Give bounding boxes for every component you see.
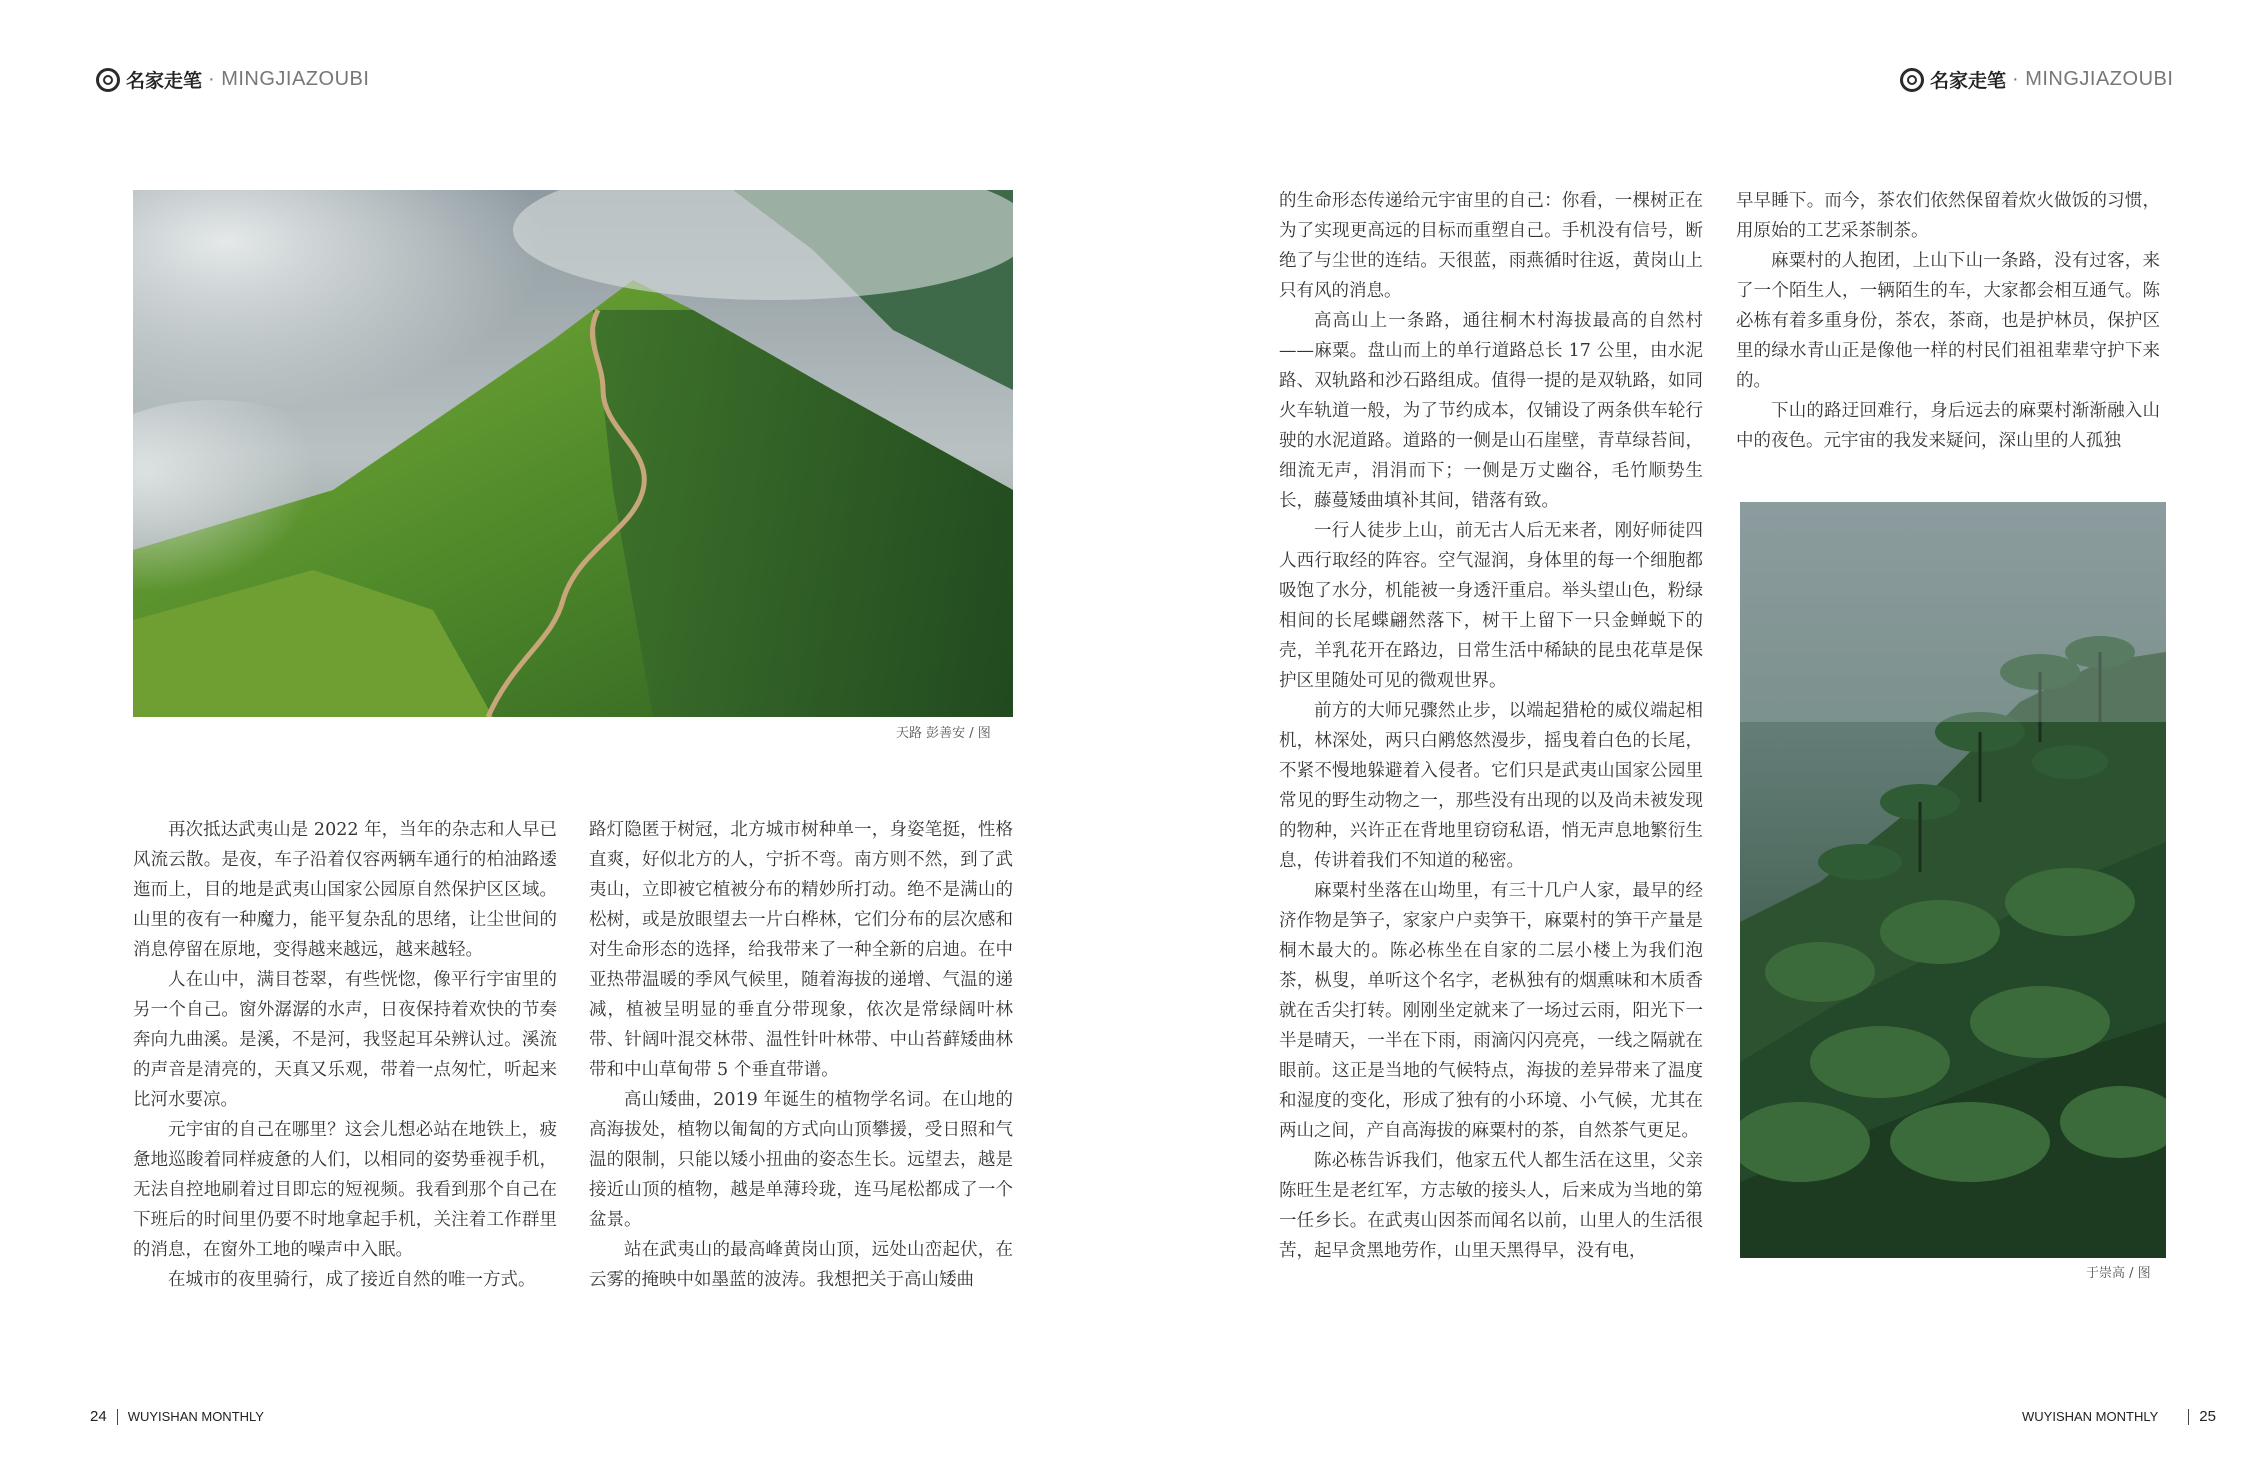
brand-name-en: MINGJIAZOUBI: [2025, 68, 2174, 90]
paragraph: 下山的路迂回难行，身后远去的麻粟村渐渐融入山中的夜色。元宇宙的我发来疑问，深山里的人孤独: [1736, 401, 2160, 451]
brand-separator: ·: [208, 68, 216, 90]
footer-divider: [2188, 1409, 2189, 1425]
paragraph: 在城市的夜里骑行，成了接近自然的唯一方式。: [168, 1270, 536, 1290]
footer-divider: [117, 1409, 118, 1425]
brand-logo-icon: [1900, 68, 1924, 92]
paragraph: 一行人徒步上山，前无古人后无来者，刚好师徒四人西行取经的阵容。空气湿润，身体里的每一个细胞都吸饱了水分，机能被一身透汗重启。举头望山色，粉绿相间的长尾蝶翩然落下，树干上留下一只金蝉蜕下的壳，羊乳花开在路边，日常生活中稀缺的昆虫花草是保护区里随处可见的微观世界。: [1279, 521, 1703, 691]
paragraph: 人在山中，满目苍翠，有些恍惚，像平行宇宙里的另一个自己。窗外潺潺的水声，日夜保持着欢快的节奏奔向九曲溪。是溪，不是河，我竖起耳朵辨认过。溪流的声音是清亮的，天真又乐观，带着一点匆忙，听起来比河水要凉。: [133, 970, 557, 1110]
paragraph: 站在武夷山的最高峰黄岗山顶，远处山峦起伏，在云雾的掩映中如墨蓝的波涛。我想把关于高山矮曲: [589, 1240, 1013, 1290]
brand-name-cn: 名家走笔: [126, 70, 203, 92]
paragraph: 高山矮曲，2019 年诞生的植物学名词。在山地的高海拔处，植物以匍匐的方式向山顶攀援，受日照和气温的限制，只能以矮小扭曲的姿态生长。远望去，越是接近山顶的植物，越是单薄玲珑，连马尾松都成了一个盆景。: [589, 1090, 1013, 1230]
page-footer: [2022, 1408, 2216, 1425]
paragraph-continued: 早早睡下。而今，茶农们依然保留着炊火做饭的习惯，用原始的工艺采茶制茶。: [1736, 191, 2160, 241]
paragraph: 元宇宙的自己在哪里？这会儿想必站在地铁上，疲惫地巡睃着同样疲惫的人们，以相同的姿势垂视手机，无法自控地刷着过目即忘的短视频。我看到那个自己在下班后的时间里仍要不时地拿起手机，关注着工作群里的消息，在窗外工地的噪声中入眠。: [133, 1120, 557, 1260]
mountain-road-photo: [133, 190, 1013, 717]
text-column-3: [1279, 186, 1703, 1266]
paragraph: 麻粟村的人抱团，上山下山一条路，没有过客，来了一个陌生人，一辆陌生的车，大家都会相互通气。陈必栋有着多重身份，茶农，茶商，也是护林员，保护区里的绿水青山正是像他一样的村民们祖祖辈辈守护下来的。: [1736, 251, 2160, 391]
paragraph: 陈必栋告诉我们，他家五代人都生活在这里，父亲陈旺生是老红军，方志敏的接头人，后来成为当地的第一任乡长。在武夷山因茶而闻名以前，山里人的生活很苦，起早贪黑地劳作，山里天黑得早，没有电，: [1279, 1151, 1703, 1261]
text-column-1: [133, 815, 557, 1295]
paragraph-continued: 路灯隐匿于树冠，北方城市树种单一，身姿笔挺，性格直爽，好似北方的人，宁折不弯。南方则不然，到了武夷山，立即被它植被分布的精妙所打动。绝不是满山的松树，或是放眼望去一片白桦林，它们分布的层次感和对生命形态的选择，给我带来了一种全新的启迪。在中亚热带温暖的季风气候里，随着海拔的递增、气温的递减，植被呈明显的垂直分带现象，依次是常绿阔叶林带、针阔叶混交林带、温性针叶林带、中山苔藓矮曲林带和中山草甸带 5 个垂直带谱。: [589, 820, 1013, 1080]
photo-caption: 于崇高 / 图: [2086, 1266, 2151, 1281]
paragraph: 高高山上一条路，通往桐木村海拔最高的自然村——麻粟。盘山而上的单行道路总长 17 公里，由水泥路、双轨路和沙石路组成。值得一提的是双轨路，如同火车轨道一般，为了节约成本，仅铺设了两条供车轮行驶的水泥道路。道路的一侧是山石崖壁，青草绿苔间，细流无声，涓涓而下；一侧是万丈幽谷，毛竹顺势生长，藤蔓矮曲填补其间，错落有致。: [1279, 311, 1703, 511]
brand-name-cn: 名家走笔: [1930, 70, 2007, 92]
paragraph: 前方的大师兄骤然止步，以端起猎枪的威仪端起相机，林深处，两只白鹇悠然漫步，摇曳着白色的长尾，不紧不慢地躲避着入侵者。它们只是武夷山国家公园里常见的野生动物之一，那些没有出现的以及尚未被发现的物种，兴许正在背地里窃窃私语，悄无声息地繁衍生息，传讲着我们不知道的秘密。: [1279, 701, 1703, 871]
page-number: 25: [2199, 1408, 2216, 1425]
paragraph-continued: 的生命形态传递给元宇宙里的自己：你看，一棵树正在为了实现更高远的目标而重塑自己。手机没有信号，断绝了与尘世的连结。天很蓝，雨燕循时往返，黄岗山上只有风的消息。: [1279, 191, 1703, 301]
paragraph: 再次抵达武夷山是 2022 年，当年的杂志和人早已风流云散。是夜，车子沿着仅容两辆车通行的柏油路逶迤而上，目的地是武夷山国家公园原自然保护区区域。山里的夜有一种魔力，能平复杂乱的思绪，让尘世间的消息停留在原地，变得越来越远，越来越轻。: [133, 820, 557, 960]
text-column-2: [589, 815, 1013, 1295]
page-footer: [90, 1408, 264, 1425]
column-header: [1900, 66, 2173, 93]
page-number: 24: [90, 1408, 107, 1425]
brand-separator: ·: [2012, 68, 2020, 90]
magazine-name: WUYISHAN MONTHLY: [127, 1409, 264, 1424]
column-header: [96, 66, 369, 93]
paragraph: 麻粟村坐落在山坳里，有三十几户人家，最早的经济作物是笋子，家家户户卖笋干，麻粟村的笋干产量是桐木最大的。陈必栋坐在自家的二层小楼上为我们泡茶，枞叟，单听这个名字，老枞独有的烟熏味和木质香就在舌尖打转。刚刚坐定就来了一场过云雨，阳光下一半是晴天，一半在下雨，雨滴闪闪亮亮，一线之隔就在眼前。这正是当地的气候特点，海拔的差异带来了温度和湿度的变化，形成了独有的小环境、小气候，尤其在两山之间，产自高海拔的麻粟村的茶，自然茶气更足。: [1279, 881, 1703, 1141]
forest-photo: [1740, 502, 2166, 1258]
right-page: [1134, 0, 2268, 1470]
magazine-name: WUYISHAN MONTHLY: [2022, 1409, 2159, 1424]
brand-name-en: MINGJIAZOUBI: [221, 68, 370, 90]
text-column-4: [1736, 186, 2160, 456]
brand-logo-icon: [96, 68, 120, 92]
photo-caption: 天路 彭善安 / 图: [896, 726, 991, 741]
